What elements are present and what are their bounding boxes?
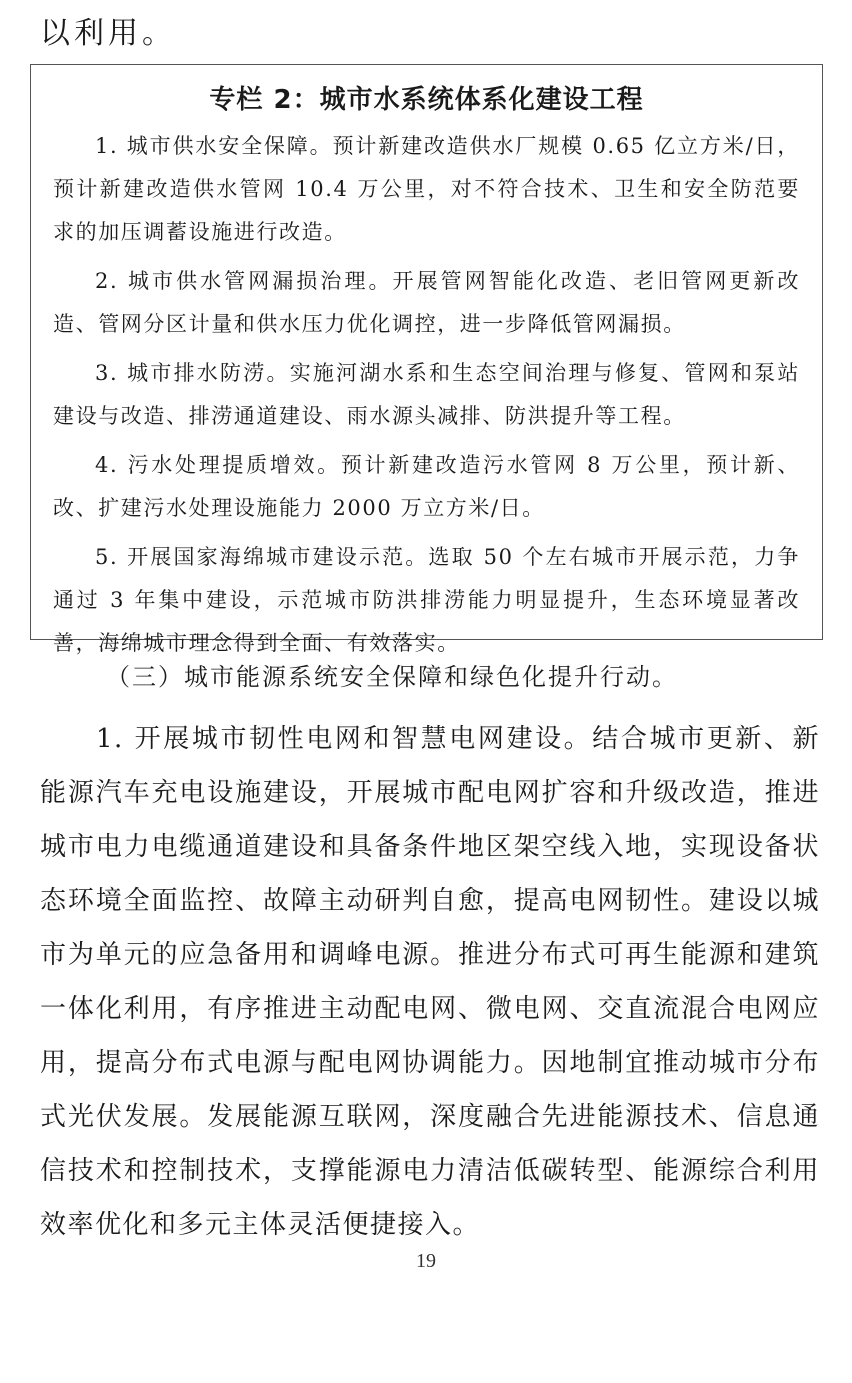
column-item-4: 4. 污水处理提质增效。预计新建改造污水管网 8 万公里，预计新、改、扩建污水处理设施能力 2000 万立方米/日。 <box>53 453 800 520</box>
column-item-3: 3. 城市排水防涝。实施河湖水系和生态空间治理与修复、管网和泵站建设与改造、排涝通道建设、雨水源头减排、防洪提升等工程。 <box>53 361 800 428</box>
column-item-5: 5. 开展国家海绵城市建设示范。选取 50 个左右城市开展示范，力争通过 3 年集中建设，示范城市防洪排涝能力明显提升，生态环境显著改善，海绵城市理念得到全面、有效落实。 <box>53 545 800 655</box>
section-paragraph: 1. 开展城市韧性电网和智慧电网建设。结合城市更新、新能源汽车充电设施建设，开展城市配电网扩容和升级改造，推进城市电力电缆通道建设和具备条件地区架空线入地，实现设备状态环境全面监控、故障主动研判自愈，提高电网韧性。建设以城市为单元的应急备用和调峰电源。推进分布式可再生能源和建筑一体化利用，有序推进主动配电网、微电网、交直流混合电网应用，提高分布式电源与配电网协调能力。因地制宜推动城市分布式光伏发展。发展能源互联网，深度融合先进能源技术、信息通信技术和控制技术，支撑能源电力清洁低碳转型、能源综合利用效率优化和多元主体灵活便捷接入。 <box>40 724 820 1240</box>
column-item-1: 1. 城市供水安全保障。预计新建改造供水厂规模 0.65 亿立方米/日，预计新建改造供水管网 10.4 万公里，对不符合技术、卫生和安全防范要求的加压调蓄设施进行改造。 <box>53 134 800 244</box>
continuation-text: 以利用。 <box>40 16 176 51</box>
column-title: 专栏 2：城市水系统体系化建设工程 <box>209 85 644 115</box>
section-heading: （三）城市能源系统安全保障和绿色化提升行动。 <box>106 663 678 691</box>
page-number: 19 <box>416 1250 436 1272</box>
column-box <box>30 64 823 655</box>
section-three <box>40 648 820 1252</box>
column-item-2: 2. 城市供水管网漏损治理。开展管网智能化改造、老旧管网更新改造、管网分区计量和供水压力优化调控，进一步降低管网漏损。 <box>53 269 800 336</box>
